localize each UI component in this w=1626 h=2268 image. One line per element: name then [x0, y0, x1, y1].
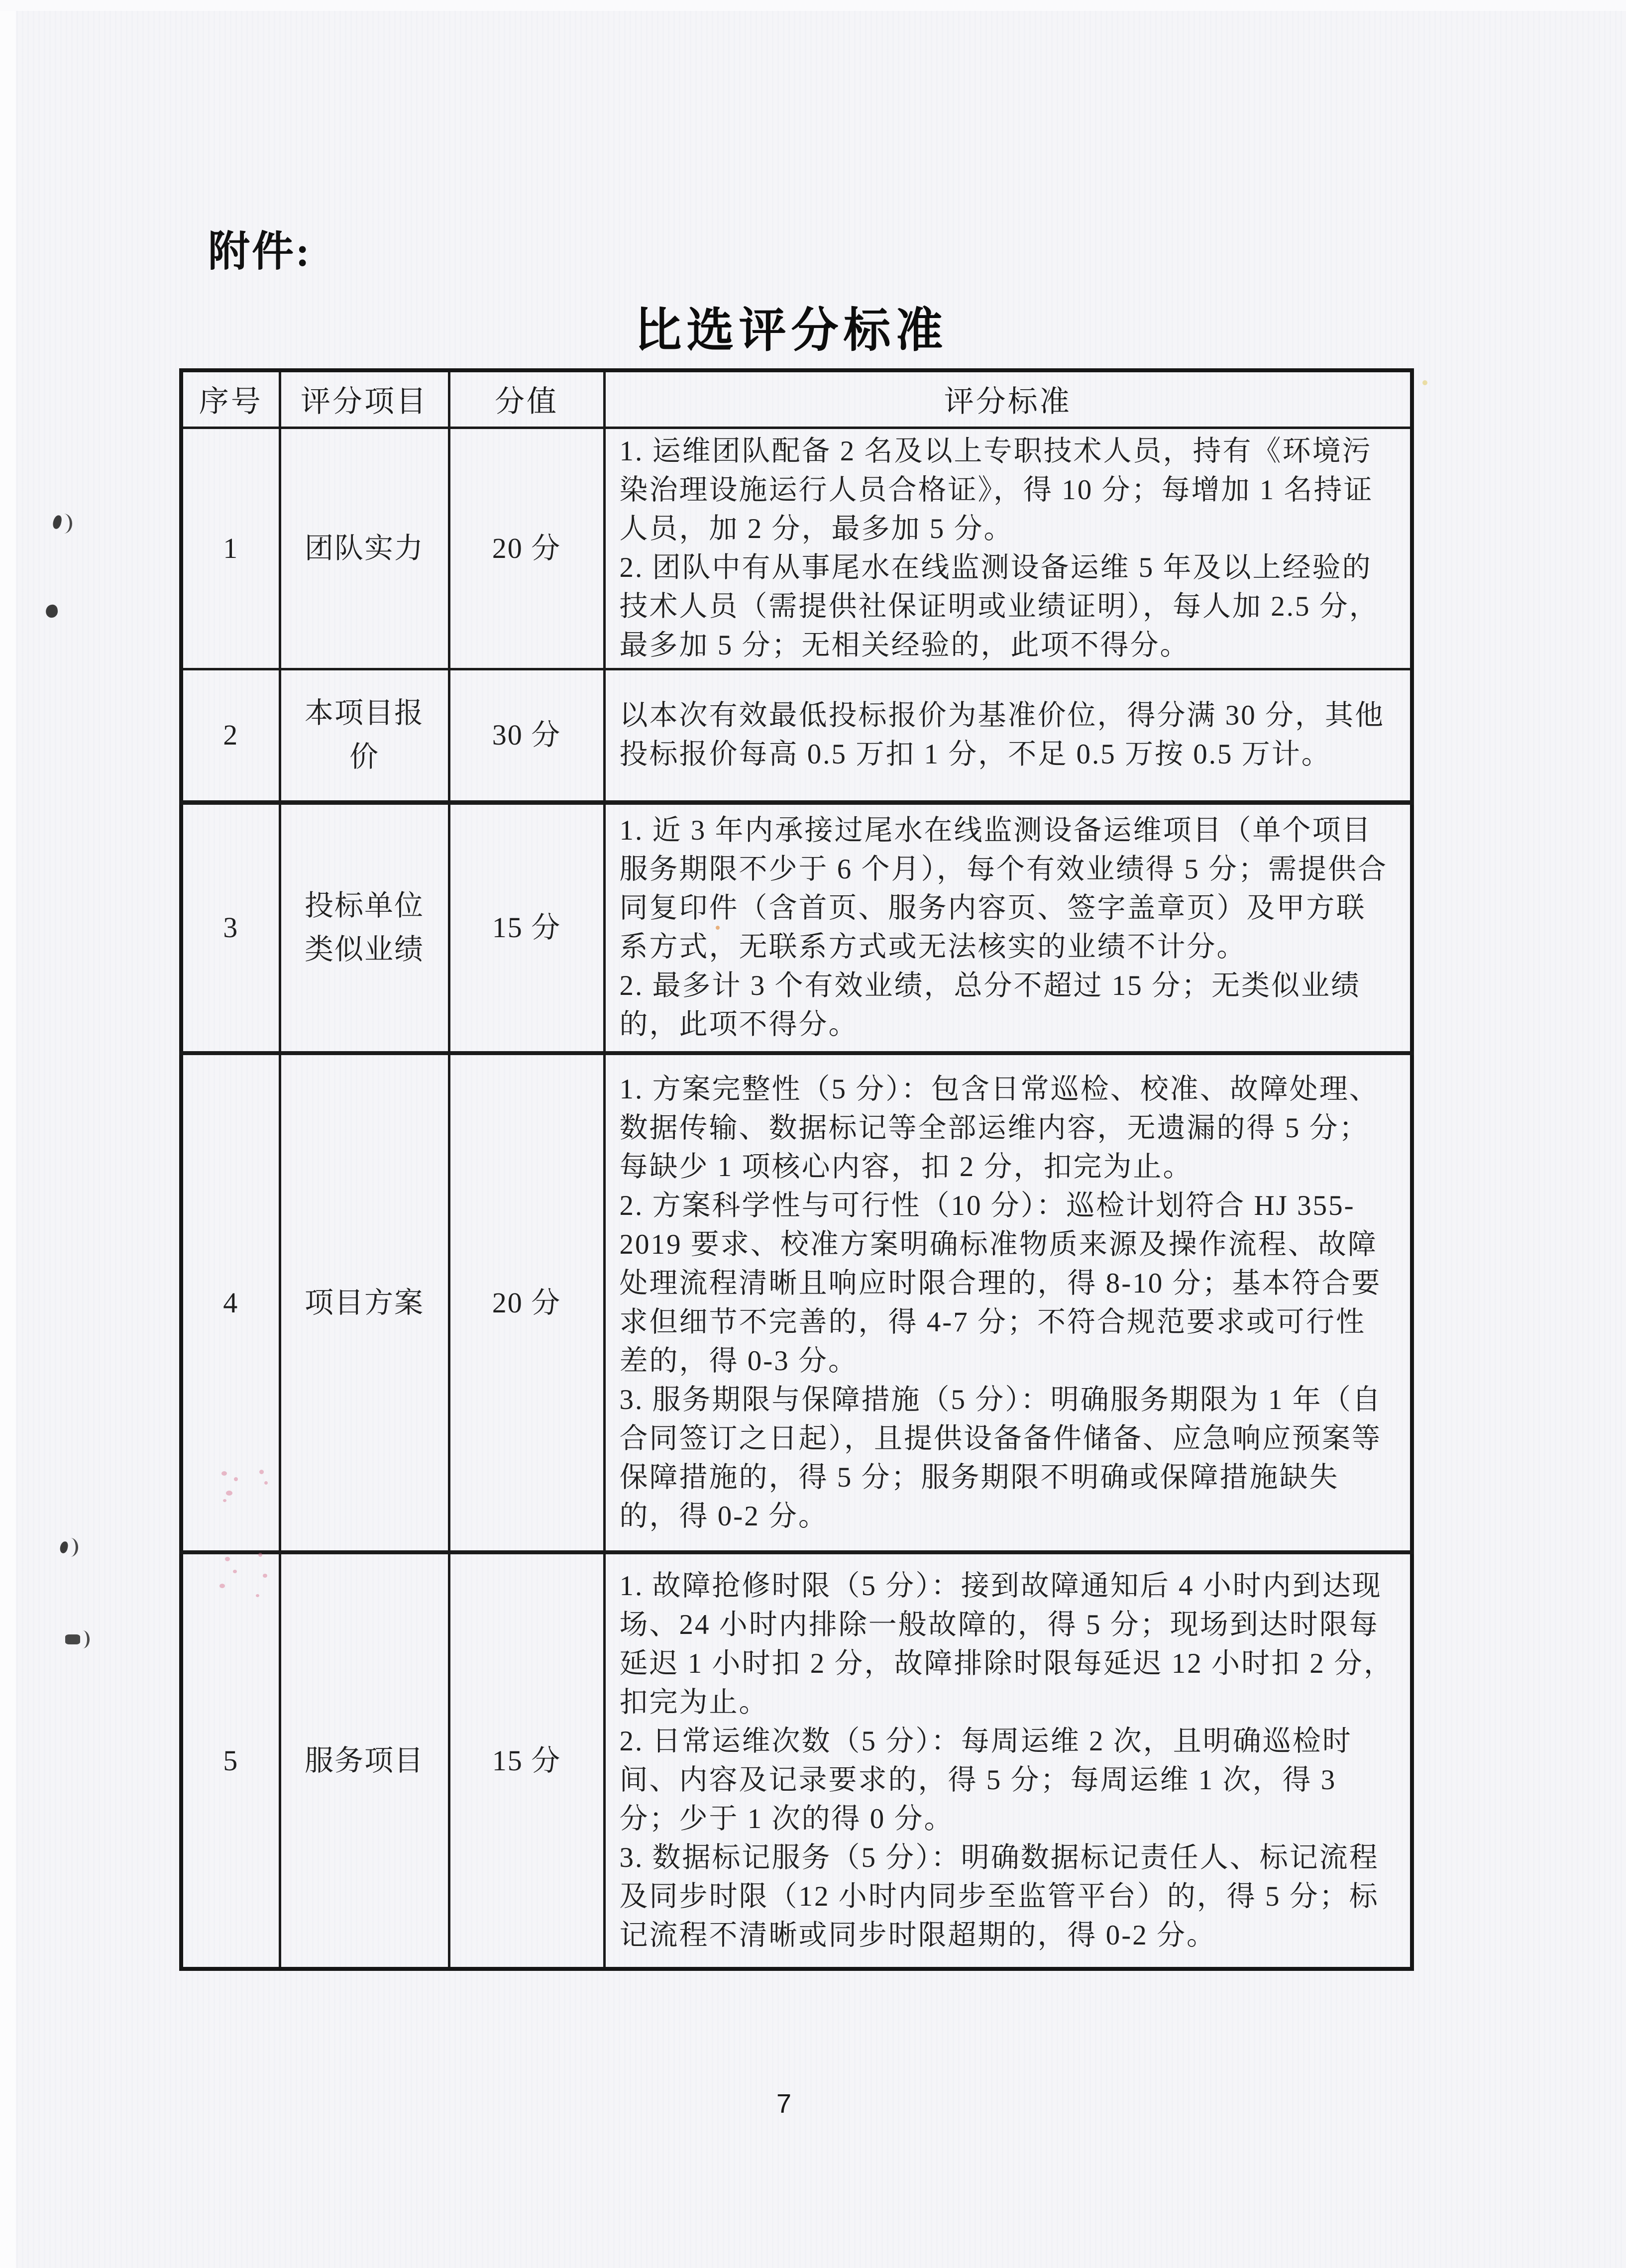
stain-mark [221, 1471, 227, 1476]
ink-mark [69, 1538, 78, 1557]
stain-mark [219, 1584, 225, 1588]
ink-mark [59, 1541, 69, 1554]
page-number: 7 [776, 2089, 792, 2119]
cell-item: 团队实力 [280, 428, 449, 669]
cell-criteria [604, 802, 1412, 1053]
ink-mark [52, 515, 62, 530]
cell-item: 本项目报价 [280, 669, 449, 802]
stain-mark [264, 1481, 268, 1485]
col-header-item: 评分项目 [280, 370, 449, 428]
cell-index: 5 [181, 1552, 280, 1969]
scan-edge [0, 0, 1626, 11]
table-row [181, 428, 1412, 669]
criteria-paragraph: 2. 日常运维次数（5 分）：每周运维 2 次，且明确巡检时间、内容及记录要求的，得 5 分；每周运维 1 次，得 3 分；少于 1 次的得 0 分。 [619, 1725, 1352, 1835]
cell-criteria [604, 1552, 1412, 1969]
page-title: 比选评分标准 [634, 304, 948, 357]
stain-mark [259, 1470, 264, 1474]
table-row [181, 1053, 1412, 1552]
cell-criteria [604, 1053, 1412, 1552]
stain-mark [716, 926, 720, 930]
cell-item: 投标单位类似业绩 [280, 802, 449, 1053]
stain-mark [223, 1499, 226, 1502]
stain-mark [233, 1570, 237, 1573]
ink-mark [65, 1634, 80, 1644]
table-row [181, 669, 1412, 802]
criteria-paragraph: 2. 最多计 3 个有效业绩，总分不超过 15 分；无类似业绩的，此项不得分。 [619, 970, 1361, 1041]
cell-score: 20 分 [449, 428, 604, 669]
cell-score: 30 分 [449, 669, 604, 802]
col-header-score: 分值 [449, 370, 604, 428]
criteria-paragraph: 3. 服务期限与保障措施（5 分）：明确服务期限为 1 年（自合同签订之日起），且提供设备备件储备、应急响应预案等保障措施的，得 5 分；服务期限不明确或保障措施缺失的，得 0-2 分。 [619, 1384, 1382, 1532]
criteria-paragraph: 1. 运维团队配备 2 名及以上专职技术人员，持有《环境污染治理设施运行人员合格证》，得 10 分；每增加 1 名持证人员，加 2 分，最多加 5 分。 [619, 435, 1374, 544]
criteria-paragraph: 1. 近 3 年内承接过尾水在线监测设备运维项目（单个项目服务期限不少于 6 个月），每个有效业绩得 5 分；需提供合同复印件（含首页、服务内容页、签字盖章页）及甲方联系方式，无联系方式或无法核实的业绩不计分。 [619, 815, 1388, 963]
scoring-table [179, 368, 1414, 1971]
cell-score: 20 分 [449, 1053, 604, 1552]
cell-index: 1 [181, 428, 280, 669]
stain-mark [234, 1477, 238, 1481]
table-row [181, 802, 1412, 1053]
criteria-paragraph: 3. 数据标记服务（5 分）：明确数据标记责任人、标记流程及同步时限（12 小时内同步至监管平台）的，得 5 分；标记流程不清晰或同步时限超期的，得 0-2 分。 [619, 1841, 1379, 1951]
criteria-paragraph: 2. 团队中有从事尾水在线监测设备运维 5 年及以上经验的技术人员（需提供社保证明或业绩证明），每人加 2.5 分，最多加 5 分；无相关经验的，此项不得分。 [619, 551, 1379, 661]
cell-criteria [604, 669, 1412, 802]
attachment-label: 附件: [208, 229, 312, 275]
criteria-paragraph: 2. 方案科学性与可行性（10 分）：巡检计划符合 HJ 355-2019 要求、校准方案明确标准物质来源及操作流程、故障处理流程清晰且响应时限合理的，得 8-10 分；基本符合要求但细节不完善的，得 4-7 分；不符合规范要求或可行性差的，得 0-3 分。 [619, 1189, 1382, 1377]
ink-mark [81, 1630, 90, 1648]
cell-index: 4 [181, 1053, 280, 1552]
stain-mark [258, 1553, 262, 1557]
table-header-row [181, 370, 1412, 428]
cell-criteria [604, 428, 1412, 669]
ink-mark [62, 514, 72, 534]
stain-mark [1422, 380, 1427, 385]
cell-item: 项目方案 [280, 1053, 449, 1552]
criteria-paragraph: 1. 方案完整性（5 分）：包含日常巡检、校准、故障处理、数据传输、数据标记等全部运维内容，无遗漏的得 5 分；每缺少 1 项核心内容，扣 2 分，扣完为止。 [619, 1073, 1379, 1183]
table-row [181, 1552, 1412, 1969]
stain-mark [226, 1491, 232, 1496]
cell-index: 3 [181, 802, 280, 1053]
cell-item: 服务项目 [280, 1552, 449, 1969]
cell-score: 15 分 [449, 1552, 604, 1969]
criteria-paragraph: 1. 故障抢修时限（5 分）：接到故障通知后 4 小时内到达现场、24 小时内排除一般故障的，得 5 分；现场到达时限每延迟 1 小时扣 2 分，故障排除时限每延迟 12 小时扣 2 分，扣完为止。 [619, 1570, 1394, 1718]
col-header-index: 序号 [181, 370, 280, 428]
cell-index: 2 [181, 669, 280, 802]
stain-mark [225, 1557, 230, 1561]
stain-mark [256, 1594, 259, 1597]
criteria-paragraph: 以本次有效最低投标报价为基准价位，得分满 30 分，其他投标报价每高 0.5 万扣 1 分，不足 0.5 万按 0.5 万计。 [619, 700, 1385, 770]
ink-mark [45, 604, 58, 618]
cell-score: 15 分 [449, 802, 604, 1053]
col-header-criteria: 评分标准 [604, 370, 1412, 428]
stain-mark [263, 1574, 267, 1578]
